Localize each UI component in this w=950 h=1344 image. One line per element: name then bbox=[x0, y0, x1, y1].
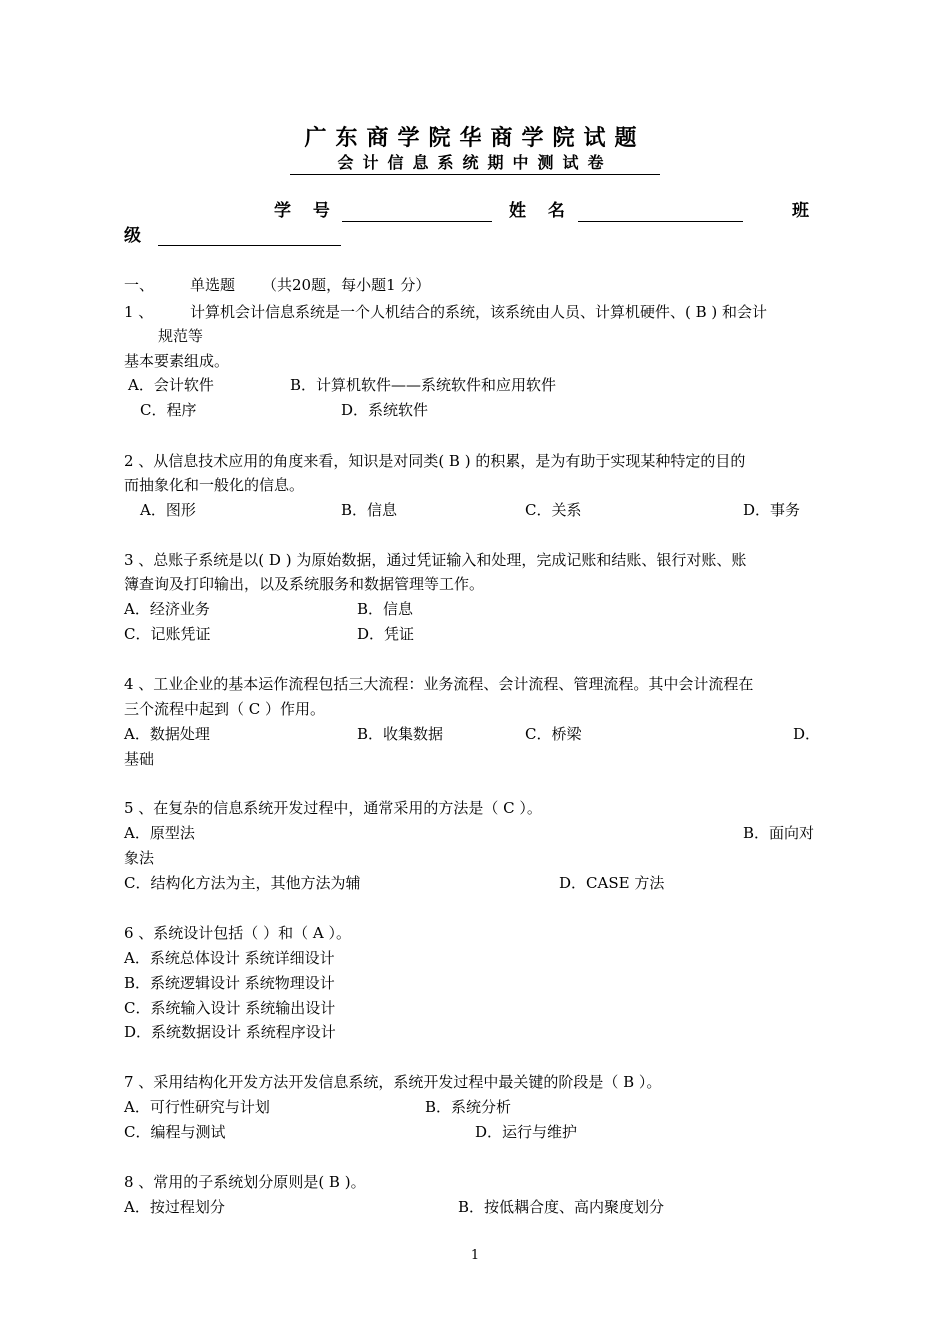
student-id-label: 学 号 bbox=[274, 201, 338, 221]
name-blank[interactable] bbox=[578, 221, 743, 222]
page-number: 1 bbox=[470, 1248, 480, 1263]
class-label-part2: 级 bbox=[124, 226, 149, 246]
q4-option-a: A．数据处理 bbox=[124, 725, 210, 743]
class-blank[interactable] bbox=[158, 245, 341, 246]
q8-option-b: B．按低耦合度、高内聚度划分 bbox=[458, 1198, 665, 1216]
q6-stem-line1: 6 、系统设计包括（ ）和（ A ）。 bbox=[124, 924, 351, 942]
q8-stem-line1: 8 、常用的子系统划分原则是( B )。 bbox=[124, 1173, 366, 1191]
q7-stem-line1: 7 、采用结构化开发方法开发信息系统，系统开发过程中最关键的阶段是（ B ）。 bbox=[124, 1073, 662, 1091]
q2-stem-line2: 而抽象化和一般化的信息。 bbox=[124, 476, 305, 494]
exam-subtitle: 会计信息系统期中测试卷 bbox=[290, 152, 660, 175]
section-number: 一、 bbox=[124, 276, 155, 294]
q5-option-a: A．原型法 bbox=[124, 824, 195, 842]
q5-stem-line1: 5 、在复杂的信息系统开发过程中，通常采用的方法是（ C ）。 bbox=[124, 799, 542, 817]
q3-option-c: C．记账凭证 bbox=[124, 625, 211, 643]
q3-option-b: B．信息 bbox=[357, 600, 414, 618]
q4-option-c: C．桥梁 bbox=[525, 725, 582, 743]
q7-option-d: D．运行与维护 bbox=[475, 1123, 578, 1141]
q2-option-d: D．事务 bbox=[743, 501, 801, 519]
q1-option-d: D．系统软件 bbox=[341, 401, 429, 419]
q1-option-c: C．程序 bbox=[140, 401, 197, 419]
q3-stem-line1: 3 、总账子系统是以( D ) 为原始数据，通过凭证输入和处理，完成记账和结账、银行对账、账 bbox=[124, 551, 747, 569]
q3-stem-line2: 簿查询及打印输出，以及系统服务和数据管理等工作。 bbox=[124, 575, 485, 593]
q8-option-a: A．按过程划分 bbox=[124, 1198, 225, 1216]
q2-option-b: B．信息 bbox=[341, 501, 398, 519]
q1-number: 1 、 bbox=[124, 303, 154, 321]
q7-option-b: B．系统分析 bbox=[425, 1098, 512, 1116]
section-note: （共20题，每小题1 分） bbox=[262, 276, 431, 294]
q6-option-c: C．系统输入设计 系统输出设计 bbox=[124, 999, 336, 1017]
q5-option-b-part2: 象法 bbox=[124, 849, 155, 867]
exam-title: 广东商学院华商学院试题 bbox=[304, 125, 646, 151]
q2-stem-line1: 2 、从信息技术应用的角度来看，知识是对同类( B ) 的积累，是为有助于实现某种特定的目的 bbox=[124, 452, 746, 470]
q2-option-c: C．关系 bbox=[525, 501, 582, 519]
q5-option-b-part1: B．面向对 bbox=[743, 824, 815, 842]
q4-option-d-part2: 基础 bbox=[124, 750, 155, 768]
name-label: 姓 名 bbox=[509, 201, 573, 221]
q3-option-a: A．经济业务 bbox=[124, 600, 210, 618]
q7-option-c: C．编程与测试 bbox=[124, 1123, 226, 1141]
q6-option-a: A．系统总体设计 系统详细设计 bbox=[124, 949, 335, 967]
q1-option-a: A．会计软件 bbox=[128, 376, 214, 394]
q2-option-a: A．图形 bbox=[140, 501, 196, 519]
q3-option-d: D．凭证 bbox=[357, 625, 415, 643]
q1-option-b: B．计算机软件——系统软件和应用软件 bbox=[290, 376, 557, 394]
section-title: 单选题 bbox=[190, 276, 236, 294]
q4-stem-line2: 三个流程中起到（ C ）作用。 bbox=[124, 700, 326, 718]
student-id-blank[interactable] bbox=[342, 221, 492, 222]
q1-stem-line3: 基本要素组成。 bbox=[124, 352, 230, 370]
class-label-part1: 班 bbox=[792, 201, 817, 221]
q5-option-c: C．结构化方法为主，其他方法为辅 bbox=[124, 874, 361, 892]
q1-stem-line2: 规范等 bbox=[158, 327, 204, 345]
q7-option-a: A．可行性研究与计划 bbox=[124, 1098, 270, 1116]
q4-option-d-part1: D． bbox=[793, 725, 821, 743]
q6-option-b: B．系统逻辑设计 系统物理设计 bbox=[124, 974, 335, 992]
q5-option-d: D．CASE 方法 bbox=[559, 874, 665, 892]
q6-option-d: D．系统数据设计 系统程序设计 bbox=[124, 1023, 336, 1041]
q4-stem-line1: 4 、工业企业的基本运作流程包括三大流程：业务流程、会计流程、管理流程。其中会计流程在 bbox=[124, 675, 754, 693]
q4-option-b: B．收集数据 bbox=[357, 725, 444, 743]
q1-stem-line1: 计算机会计信息系统是一个人机结合的系统，该系统由人员、计算机硬件、( B ) 和会计 bbox=[190, 303, 768, 321]
